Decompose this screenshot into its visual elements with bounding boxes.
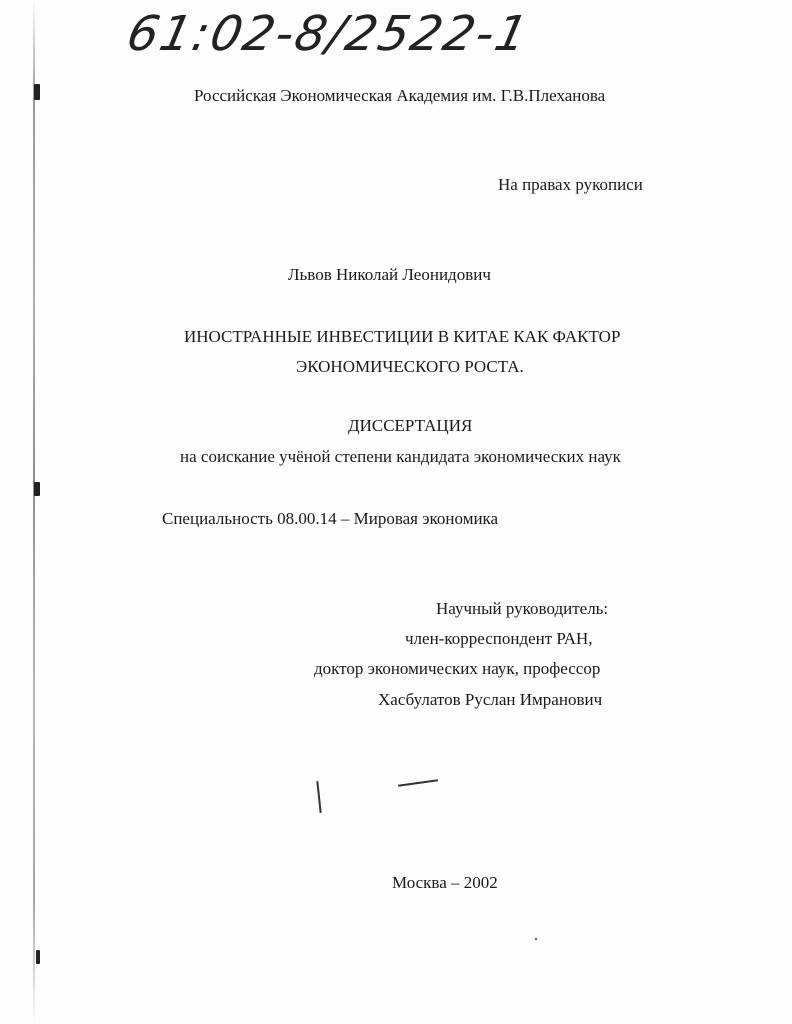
- title-line-1: ИНОСТРАННЫЕ ИНВЕСТИЦИИ В КИТАЕ КАК ФАКТОР: [184, 327, 621, 346]
- pen-stroke-horizontal: [398, 779, 438, 787]
- author-name: Львов Николай Леонидович: [288, 265, 491, 284]
- supervisor-title-1: член-корреспондент РАН,: [405, 629, 593, 648]
- scan-edge-line: [33, 0, 35, 1024]
- institution-name: Российская Экономическая Академия им. Г.В.Плеханова: [194, 86, 606, 105]
- scan-mark-bottom: [36, 950, 40, 964]
- supervisor-heading: Научный руководитель:: [436, 599, 609, 618]
- pen-stroke-vertical: [316, 781, 321, 813]
- supervisor-title-2: доктор экономических наук, профессор: [314, 659, 601, 678]
- supervisor-name: Хасбулатов Руслан Имранович: [378, 690, 603, 709]
- place-year: Москва – 2002: [392, 873, 498, 892]
- scan-mark-top: [34, 84, 40, 100]
- work-purpose: на соискание учёной степени кандидата экономических наук: [180, 447, 621, 466]
- handwritten-archive-number: 61:02-8/2522-1: [122, 6, 535, 62]
- work-type: ДИССЕРТАЦИЯ: [348, 416, 473, 435]
- title-line-2: ЭКОНОМИЧЕСКОГО РОСТА.: [296, 357, 524, 376]
- scan-mark-middle: [34, 482, 40, 496]
- scan-dot: [535, 938, 537, 940]
- specialty: Специальность 08.00.14 – Мировая экономика: [162, 509, 499, 528]
- rights-note: На правах рукописи: [498, 175, 643, 194]
